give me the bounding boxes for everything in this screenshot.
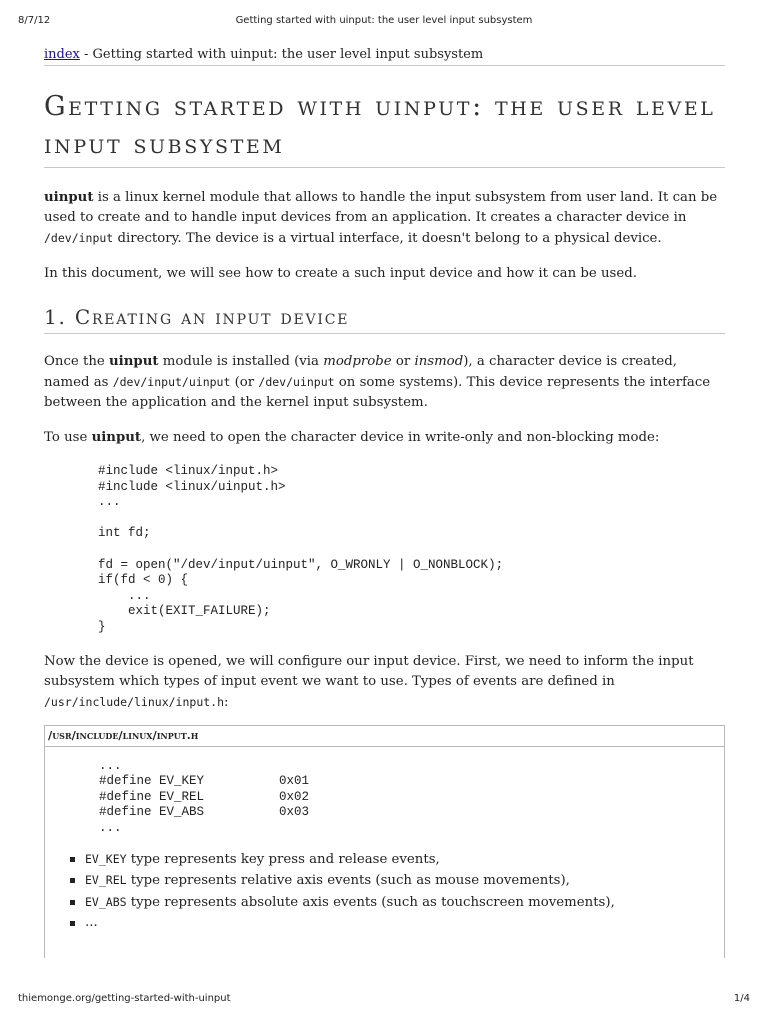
intro-paragraph-2: In this document, we will see how to create a such input device and how it can be used. xyxy=(44,266,637,281)
intro-text-2: directory. The device is a virtual interface, it doesn't belong to a physical device. xyxy=(113,231,662,246)
breadcrumb-index-link[interactable]: index xyxy=(44,47,80,62)
list-item xyxy=(85,870,724,892)
event-code: EV_REL xyxy=(85,873,127,887)
breadcrumb xyxy=(44,47,725,66)
bullet-icon xyxy=(70,900,75,905)
section-paragraph-3 xyxy=(44,652,725,713)
bullet-icon xyxy=(70,857,75,862)
event-code: EV_KEY xyxy=(85,851,127,866)
print-footer xyxy=(18,993,750,1007)
intro-code: /dev/input xyxy=(44,231,114,245)
intro-text-1: is a linux kernel module that allows to handle the input subsystem from user land. It can be used to create and to handle input devices from an application. It creates a character device in xyxy=(44,190,718,225)
em-modprobe: modprobe xyxy=(323,354,392,369)
code-dev-uinput: /dev/uinput xyxy=(258,375,335,389)
event-desc: type represents relative axis events (such as mouse movements), xyxy=(126,873,570,888)
em-insmod: insmod xyxy=(414,354,464,369)
file-box xyxy=(44,725,725,958)
section-heading: 1. Creating an input device xyxy=(44,303,725,334)
term-uinput: uinput xyxy=(91,430,142,445)
text: (or xyxy=(230,375,259,390)
breadcrumb-current: - Getting started with uinput: the user level input subsystem xyxy=(79,47,484,62)
text: or xyxy=(391,354,415,369)
event-desc: type represents absolute axis events (such as touchscreen movements), xyxy=(126,894,615,910)
intro-term: uinput xyxy=(44,190,94,205)
print-header xyxy=(18,15,750,29)
print-date: 8/7/12 xyxy=(18,15,51,26)
code-block-defines: ... #define EV_KEY 0x01 #define EV_REL 0x02 #define EV_ABS 0x03 ... xyxy=(99,758,310,835)
text: To use xyxy=(44,430,92,445)
print-title: Getting started with uinput: the user level input subsystem xyxy=(235,15,533,26)
text: Now the device is opened, we will configure our input device. First, we need to inform the input subsystem which types of input event we want to use. Types of events are defined in xyxy=(44,653,694,689)
bullet-icon xyxy=(70,921,75,926)
code-input-h-path: /usr/include/linux/input.h xyxy=(44,694,225,709)
code-dev-input-uinput: /dev/input/uinput xyxy=(112,375,231,389)
file-box-header: /usr/include/linux/input.h xyxy=(45,726,724,747)
intro-paragraph xyxy=(44,188,725,249)
page-number: 1/4 xyxy=(733,993,750,1004)
section-paragraph-2 xyxy=(44,428,725,448)
event-code: EV_ABS xyxy=(85,894,127,909)
event-desc: ... xyxy=(85,915,98,930)
text: on some systems). This device represents the interface between the application and the kernel input subsystem. xyxy=(44,375,711,410)
text: ), a character device is created, named as xyxy=(44,354,678,390)
page-title: Getting started with uinput: the user level input subsystem xyxy=(44,88,725,168)
text: module is installed (via xyxy=(158,354,324,369)
section-paragraph-1 xyxy=(44,352,725,413)
list-item xyxy=(85,892,724,914)
article xyxy=(44,47,725,958)
text: : xyxy=(224,694,229,710)
text: Once the xyxy=(44,354,110,369)
term-uinput: uinput xyxy=(109,354,159,369)
print-url: thiemonge.org/getting-started-with-uinput xyxy=(18,993,231,1004)
list-item xyxy=(85,913,724,934)
bullet-icon xyxy=(70,878,75,883)
event-type-list xyxy=(45,849,724,934)
code-block-open: #include <linux/input.h> #include <linux/uinput.h> ... int fd; fd = open("/dev/input/uinput", O_WRONLY | O_NONBLOCK); if(fd < 0) { ... exit(EXIT_FAILURE); } xyxy=(98,464,504,634)
text: , we need to open the character device in write-only and non-blocking mode: xyxy=(141,430,660,445)
list-item xyxy=(85,849,724,871)
event-desc: type represents key press and release events, xyxy=(126,851,440,867)
